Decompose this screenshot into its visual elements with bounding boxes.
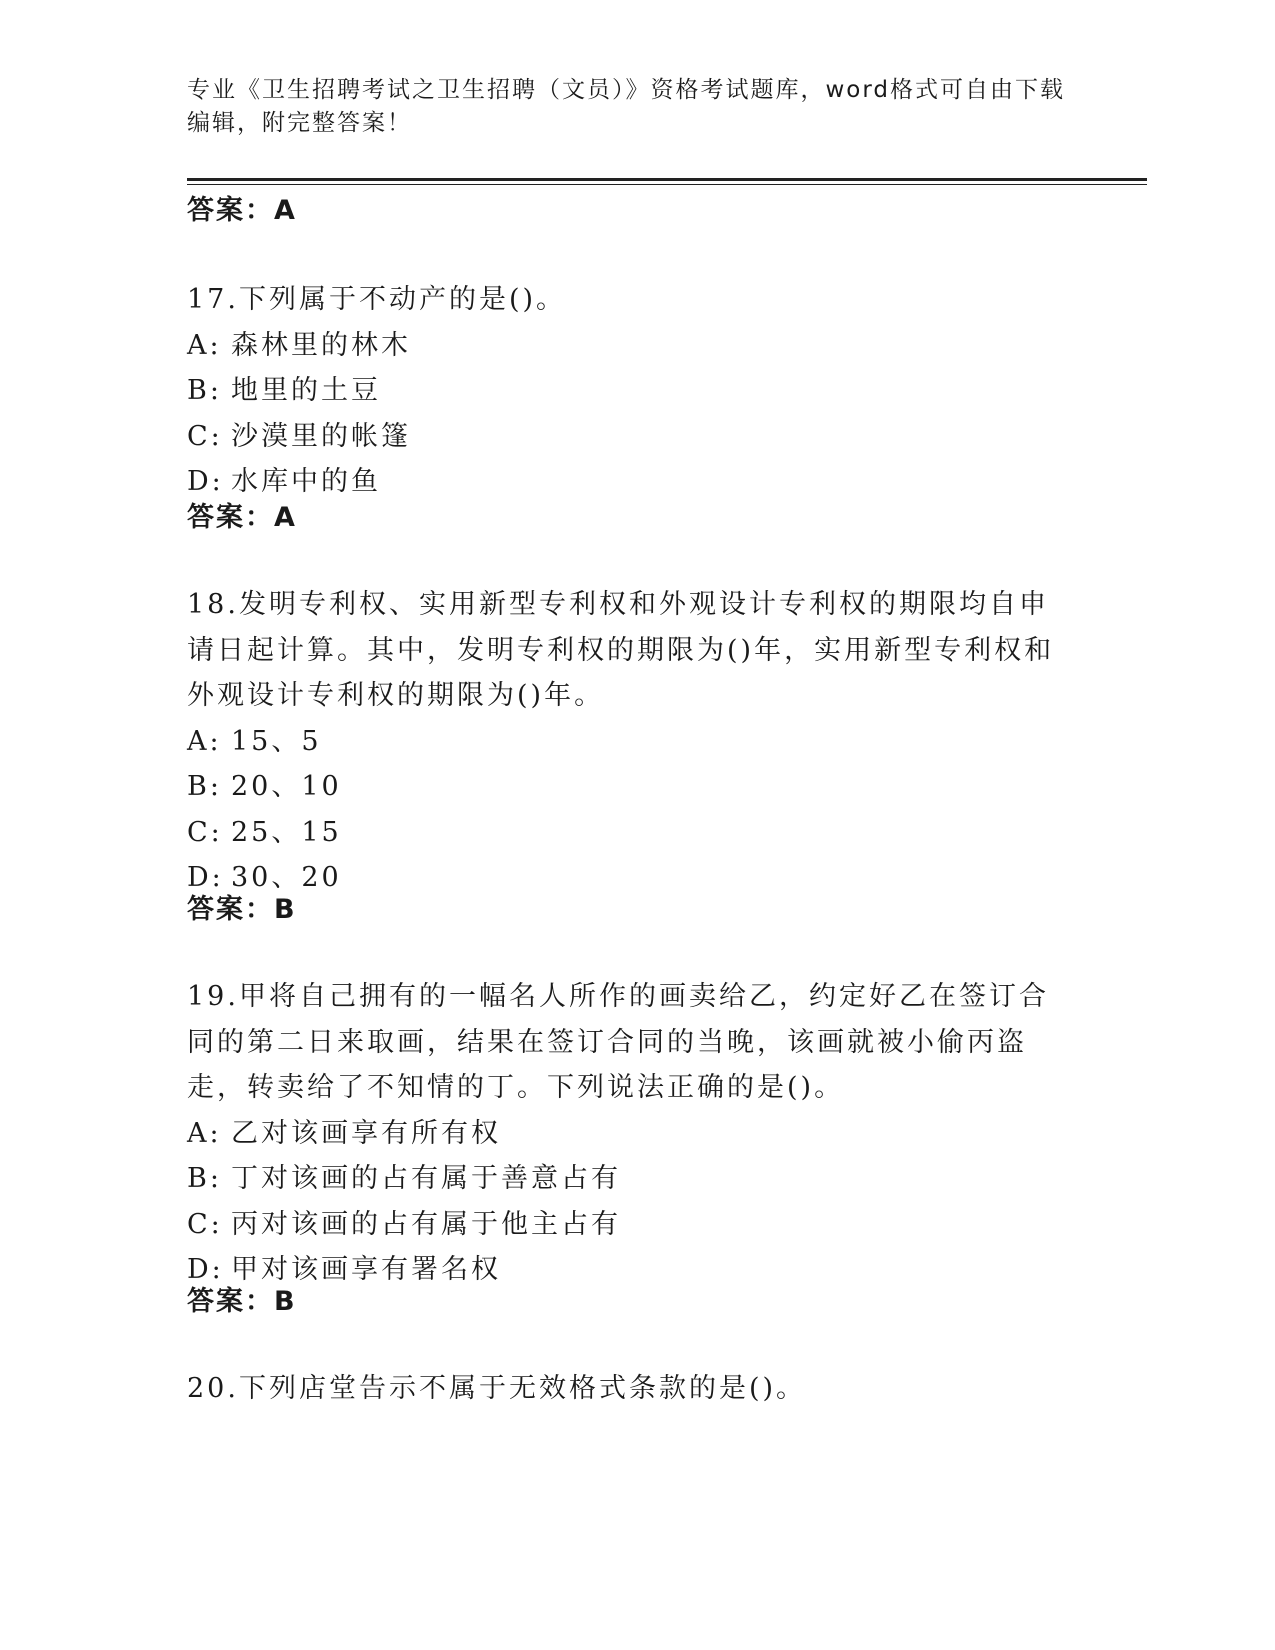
question-stem: 19.甲将自己拥有的一幅名人所作的画卖给乙，约定好乙在签订合同的第二日来取画，结果在签订合同的当晚，该画就被小偷丙盗走，转卖给了不知情的丁。下列说法正确的是()。 [187, 981, 1049, 1103]
option-b: B: 地里的土豆 [187, 375, 381, 406]
header-line-2: 编辑，附完整答案！ [187, 110, 412, 136]
header-line-1: 专业《卫生招聘考试之卫生招聘（文员）》资格考试题库，word格式可自由下载 [187, 77, 1066, 103]
option-d: D: 水库中的鱼 [187, 466, 381, 497]
question-stem: 18.发明专利权、实用新型专利权和外观设计专利权的期限均自申请日起计算。其中，发明专利权的期限为()年，实用新型专利权和外观设计专利权的期限为()年。 [187, 589, 1055, 711]
option-c: C: 丙对该画的占有属于他主占有 [187, 1208, 621, 1240]
option-c: C: 沙漠里的帐篷 [187, 420, 411, 452]
document-header [187, 74, 1087, 140]
option-c: C: 25、15 [187, 816, 342, 848]
answer-19: 答案：B [187, 1286, 297, 1317]
question-20 [187, 1366, 1067, 1412]
option-a: A: 森林里的林木 [187, 329, 411, 361]
header-rule-thick [187, 178, 1147, 181]
question-17 [187, 277, 1067, 505]
answer-18: 答案：B [187, 894, 297, 925]
option-d: D: 甲对该画享有署名权 [187, 1254, 501, 1285]
answer-17: 答案：A [187, 502, 297, 533]
option-b: B: 丁对该画的占有属于善意占有 [187, 1163, 621, 1194]
question-stem: 17.下列属于不动产的是()。 [187, 284, 567, 315]
header-rule-thin [187, 184, 1147, 185]
option-b: B: 20、10 [187, 771, 342, 802]
option-a: A: 乙对该画享有所有权 [187, 1117, 501, 1149]
question-18 [187, 582, 1067, 901]
option-a: A: 15、5 [187, 725, 322, 757]
previous-answer: 答案：A [187, 195, 297, 226]
question-stem: 20.下列店堂告示不属于无效格式条款的是()。 [187, 1373, 807, 1404]
option-d: D: 30、20 [187, 862, 342, 893]
question-19 [187, 974, 1067, 1293]
